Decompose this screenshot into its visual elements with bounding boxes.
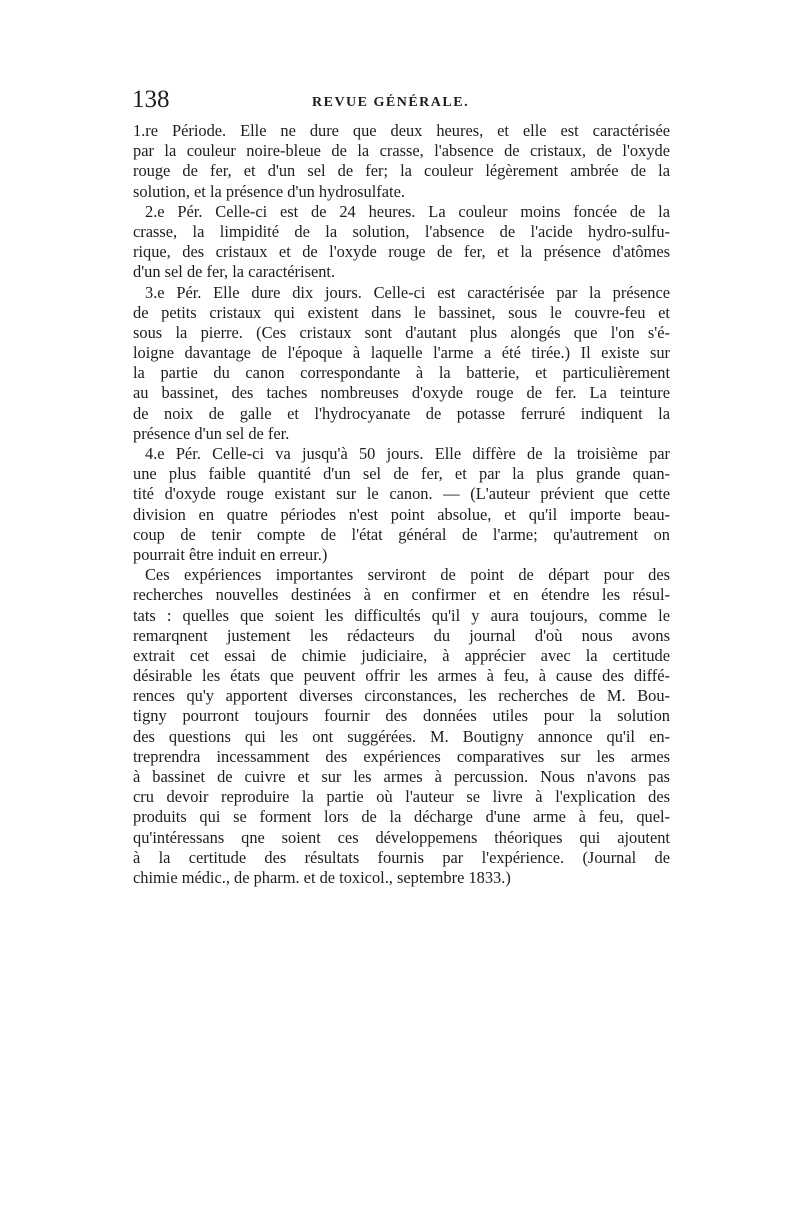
text-line: solution, et la présence d'un hydrosulfate. xyxy=(133,181,405,201)
text-line: sous la pierre. (Ces cristaux sont d'autant plus alongés que l'on s'é- xyxy=(133,322,670,342)
article-body xyxy=(133,121,670,888)
text-line: au bassinet, des taches nombreuses d'oxyde rouge de fer. La teinture xyxy=(133,383,670,403)
text-line: loigne davantage de l'époque à laquelle l'arme a été tirée.) Il existe sur xyxy=(133,343,670,363)
text-line: Ces expériences importantes serviront de point de départ pour des xyxy=(145,565,670,585)
text-line: recherches nouvelles destinées à en confirmer et en étendre les résul- xyxy=(133,585,670,605)
text-line: tité d'oxyde rouge existant sur le canon. — (L'auteur prévient que cette xyxy=(133,484,670,504)
text-line: 3.e Pér. Elle dure dix jours. Celle-ci est caractérisée par la présence xyxy=(145,282,670,302)
text-line: tigny pourront toujours fournir des données utiles pour la solution xyxy=(133,706,670,726)
page-number: 138 xyxy=(132,86,170,113)
text-line: extrait cet essai de chimie judiciaire, à apprécier avec la certitude xyxy=(133,645,670,665)
text-line: des questions qui les ont suggérées. M. Boutigny annonce qu'il en- xyxy=(133,726,670,746)
text-line: à bassinet de cuivre et sur les armes à percussion. Nous n'avons pas xyxy=(133,767,670,786)
text-line: coup de tenir compte de l'état général de l'arme; qu'autrement on xyxy=(133,524,670,544)
running-title: REVUE GÉNÉRALE. xyxy=(312,95,470,110)
text-line: par la couleur noire-bleue de la crasse, l'absence de cristaux, de l'oxyde xyxy=(133,141,670,161)
text-line: cru devoir reproduire la partie où l'auteur se livre à l'explication des xyxy=(133,787,670,807)
text-line: crasse, la limpidité de la solution, l'absence de l'acide hydro-sulfu- xyxy=(133,221,670,241)
text-line: 4.e Pér. Celle-ci va jusqu'à 50 jours. Elle diffère de la troisième par xyxy=(145,444,670,463)
page-header xyxy=(132,86,672,120)
text-line: désirable les états que peuvent offrir les armes à feu, à cause des diffé- xyxy=(133,666,670,686)
text-line: présence d'un sel de fer. xyxy=(133,423,290,443)
text-line: rences qu'y apportent diverses circonstances, les recherches de M. Bou- xyxy=(133,686,670,706)
text-line: rouge de fer, et d'un sel de fer; la couleur légèrement ambrée de la xyxy=(133,161,670,181)
text-line: division en quatre périodes n'est point absolue, et qu'il importe beau- xyxy=(133,504,670,524)
text-line: treprendra incessamment des expériences comparatives sur les armes xyxy=(133,746,670,766)
text-line: tats : quelles que soient les difficultés qu'il y aura toujours, comme le xyxy=(133,605,670,625)
text-line: à la certitude des résultats fournis par l'expérience. (Journal de xyxy=(133,847,670,867)
text-line: produits qui se forment lors de la décharge d'une arme à feu, quel- xyxy=(133,807,670,827)
text-line: rique, des cristaux et de l'oxyde rouge de fer, et la présence d'atômes xyxy=(133,242,670,262)
text-line: de noix de galle et l'hydrocyanate de potasse ferruré indiquent la xyxy=(133,403,670,423)
text-line: 2.e Pér. Celle-ci est de 24 heures. La couleur moins foncée de la xyxy=(145,201,670,221)
text-line: d'un sel de fer, la caractérisent. xyxy=(133,262,336,282)
text-line: remarqnent justement les rédacteurs du journal d'où nous avons xyxy=(133,625,670,645)
text-line: qu'intéressans qne soient ces développemens théoriques qui ajoutent xyxy=(133,827,670,847)
text-line: une plus faible quantité d'un sel de fer, et par la plus grande quan- xyxy=(133,464,670,484)
text-line: pourrait être induit en erreur.) xyxy=(133,544,328,564)
text-line: chimie médic., de pharm. et de toxicol., septembre 1833.) xyxy=(133,867,511,887)
text-line: la partie du canon correspondante à la batterie, et particulièrement xyxy=(133,363,670,383)
text-line: de petits cristaux qui existent dans le bassinet, sous le couvre-feu et xyxy=(133,302,670,322)
text-line: 1.re Période. Elle ne dure que deux heures, et elle est caractérisée xyxy=(133,121,670,140)
